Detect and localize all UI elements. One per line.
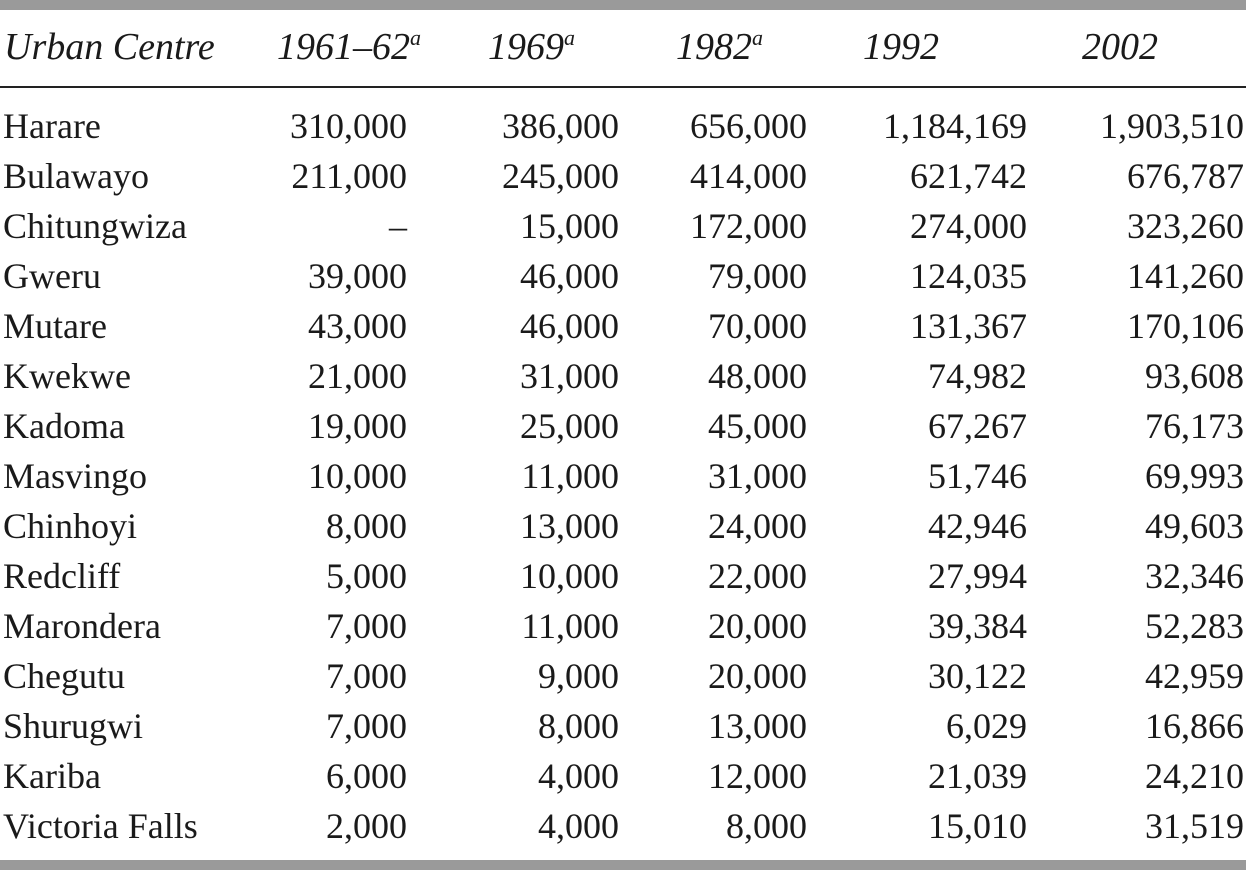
urban-centre-cell: Redcliff [3,556,121,596]
population-cell: 4,000 [538,756,619,796]
population-cell: 211,000 [291,156,407,196]
population-cell: 20,000 [708,606,807,646]
urban-centre-cell: Chinhoyi [3,506,138,546]
population-cell: 9,000 [538,656,619,696]
header-text: 1961–62 [277,26,410,68]
urban-centre-cell: Gweru [3,256,101,296]
column-header-1992 [810,0,1030,86]
population-cell: 46,000 [520,256,619,296]
population-cell: 69,993 [1145,456,1244,496]
population-cell: 24,210 [1145,756,1244,796]
population-cell: 20,000 [708,656,807,696]
header-footnote-marker: a [564,25,575,50]
population-cell: 11,000 [521,606,619,646]
population-cell: 49,603 [1145,506,1244,546]
population-cell: 39,384 [928,606,1027,646]
population-cell: 7,000 [326,656,407,696]
table-body [0,86,1246,851]
table-header [0,0,1246,86]
header-row [0,0,1246,86]
header-text: 1982 [676,26,752,68]
population-cell: 31,519 [1145,806,1244,846]
column-header-1961-62 [215,0,421,86]
population-cell: 10,000 [308,456,407,496]
population-cell: 12,000 [708,756,807,796]
population-cell: 8,000 [538,706,619,746]
table-row [0,551,1246,601]
urban-centre-cell: Harare [3,106,101,146]
table-row [0,601,1246,651]
population-cell: 621,742 [910,156,1027,196]
table-row [0,701,1246,751]
population-cell: 21,039 [928,756,1027,796]
table-row [0,201,1246,251]
population-cell: 46,000 [520,306,619,346]
population-cell: 310,000 [290,106,407,146]
population-cell: 48,000 [708,356,807,396]
urban-centre-cell: Mutare [3,306,107,346]
table-row [0,251,1246,301]
population-cell: 43,000 [308,306,407,346]
population-cell: 51,746 [928,456,1027,496]
population-cell: 32,346 [1145,556,1244,596]
population-cell: 27,994 [928,556,1027,596]
population-cell: 45,000 [708,406,807,446]
population-cell: 5,000 [326,556,407,596]
population-cell: 79,000 [708,256,807,296]
population-cell: 414,000 [690,156,807,196]
header-spacer [0,86,1246,101]
population-cell: 7,000 [326,706,407,746]
population-cell: 323,260 [1127,206,1244,246]
urban-centre-cell: Marondera [3,606,161,646]
urban-centre-cell: Kwekwe [3,356,131,396]
population-cell: 6,029 [946,706,1027,746]
urban-centre-cell: Chegutu [3,656,125,696]
population-cell: 676,787 [1127,156,1244,196]
population-cell: 42,946 [928,506,1027,546]
population-cell: 1,903,510 [1100,106,1244,146]
population-cell: 8,000 [726,806,807,846]
population-cell: 8,000 [326,506,407,546]
urban-centre-cell: Masvingo [3,456,147,496]
population-cell: 21,000 [308,356,407,396]
population-cell: 11,000 [521,456,619,496]
urban-centre-cell: Bulawayo [3,156,149,196]
population-cell: 386,000 [502,106,619,146]
population-cell: 172,000 [690,206,807,246]
population-cell: 39,000 [308,256,407,296]
table-row [0,301,1246,351]
population-cell: 93,608 [1145,356,1244,396]
table-row [0,401,1246,451]
population-cell: 52,283 [1145,606,1244,646]
urban-centre-cell: Kariba [3,756,101,796]
header-text: 1992 [863,26,939,68]
column-header-1969 [410,0,622,86]
header-footnote-marker: a [752,25,763,50]
table-row [0,801,1246,851]
column-header-1982 [622,0,810,86]
table-bottom-rule [0,860,1246,870]
population-cell: 170,106 [1127,306,1244,346]
population-cell: 70,000 [708,306,807,346]
population-cell: 6,000 [326,756,407,796]
population-cell: 1,184,169 [883,106,1027,146]
population-cell: 4,000 [538,806,619,846]
column-header-urban-centre [0,0,215,86]
population-cell: 31,000 [708,456,807,496]
population-cell: 2,000 [326,806,407,846]
population-cell: 15,000 [520,206,619,246]
population-cell: 76,173 [1145,406,1244,446]
population-cell: 13,000 [520,506,619,546]
column-header-2002 [1030,0,1246,86]
population-cell: 274,000 [910,206,1027,246]
urban-centre-cell: Shurugwi [3,706,144,746]
population-cell: 67,267 [928,406,1027,446]
table-row [0,651,1246,701]
table-row [0,351,1246,401]
population-cell: 25,000 [520,406,619,446]
population-cell: 656,000 [690,106,807,146]
urban-centre-cell: Chitungwiza [3,206,187,246]
population-cell: 13,000 [708,706,807,746]
population-cell: 31,000 [520,356,619,396]
header-footnote-marker: a [410,25,421,50]
population-cell: 30,122 [928,656,1027,696]
population-cell: – [389,206,407,246]
population-cell: 7,000 [326,606,407,646]
population-cell: 124,035 [910,256,1027,296]
urban-centre-cell: Victoria Falls [3,806,198,846]
header-text: Urban Centre [4,26,215,68]
table-row [0,101,1246,151]
table-row [0,751,1246,801]
population-cell: 19,000 [308,406,407,446]
table-row [0,451,1246,501]
population-cell: 10,000 [520,556,619,596]
header-text: 2002 [1082,26,1158,68]
population-cell: 15,010 [928,806,1027,846]
table-row [0,501,1246,551]
table-row [0,151,1246,201]
urban-centre-cell: Kadoma [3,406,125,446]
population-cell: 245,000 [502,156,619,196]
population-cell: 16,866 [1145,706,1244,746]
population-cell: 24,000 [708,506,807,546]
population-cell: 22,000 [708,556,807,596]
header-text: 1969 [488,26,564,68]
population-cell: 42,959 [1145,656,1244,696]
population-cell: 131,367 [910,306,1027,346]
population-cell: 74,982 [928,356,1027,396]
population-cell: 141,260 [1127,256,1244,296]
